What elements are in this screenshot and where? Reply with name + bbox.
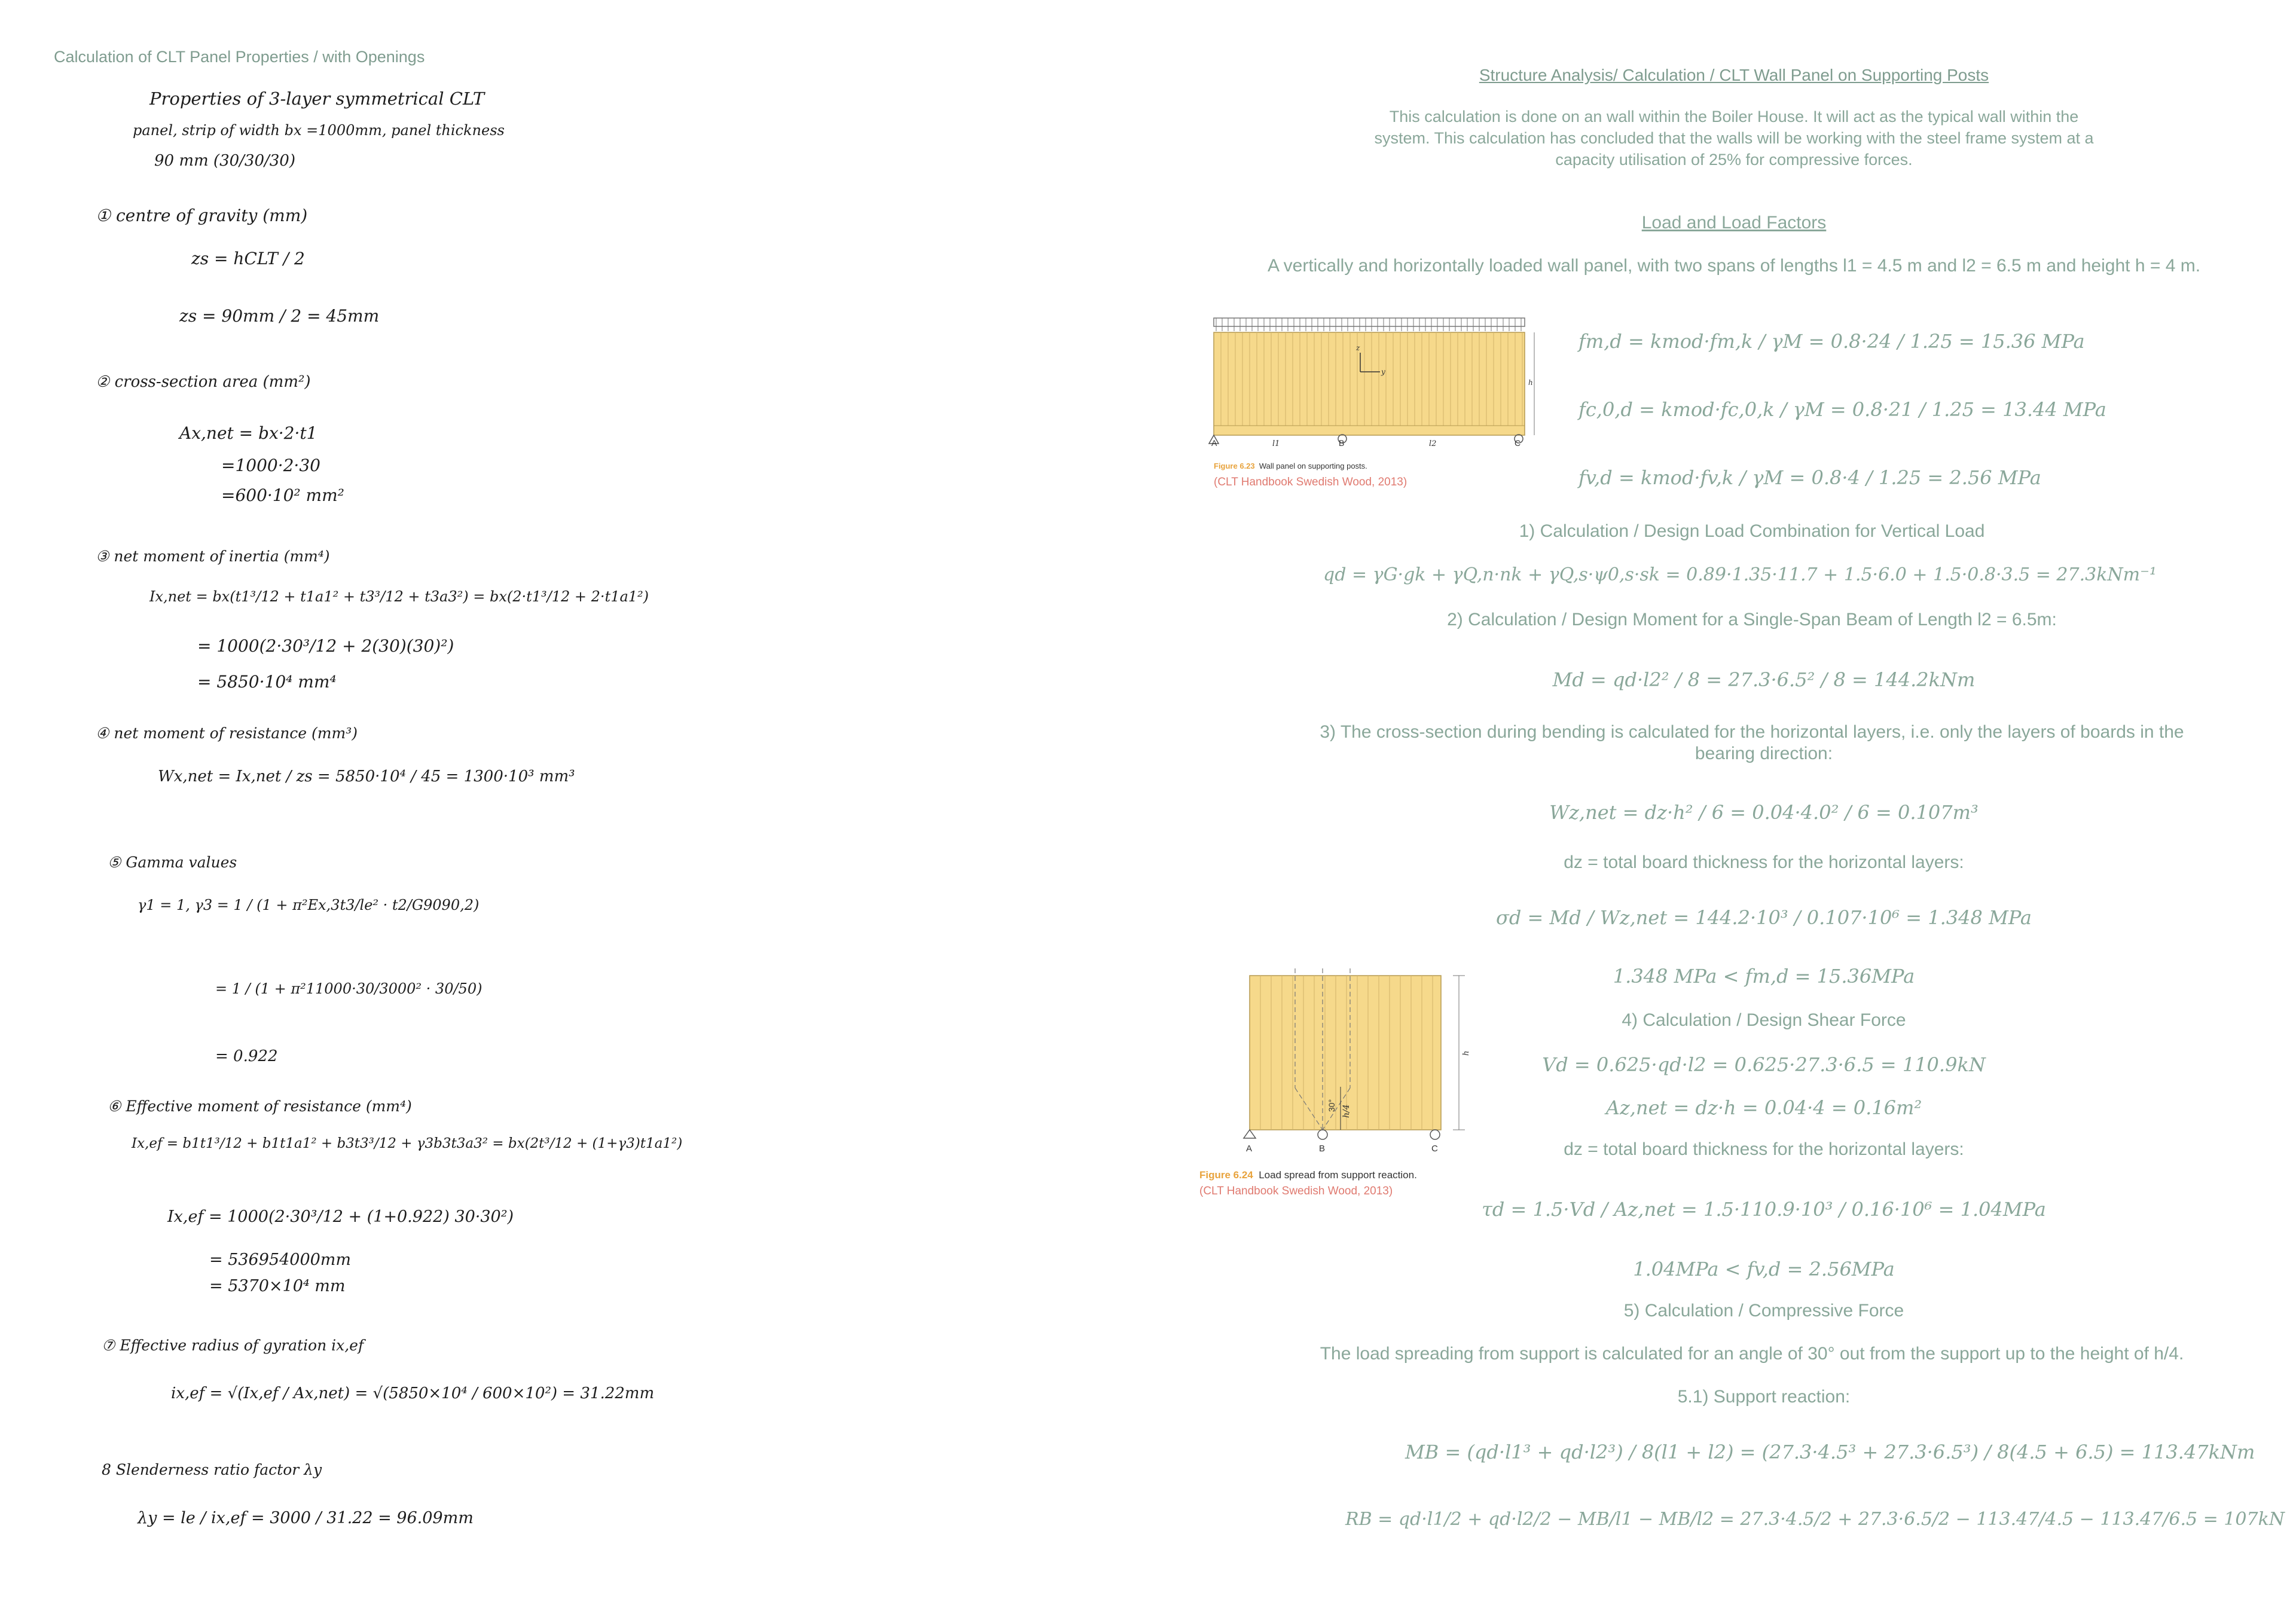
fig2-label-h4: h/4 bbox=[1342, 1104, 1351, 1118]
fig2-label-c: C bbox=[1431, 1144, 1438, 1154]
check-bending: 1.348 MPa < fm,d = 15.36MPa bbox=[1613, 965, 1915, 988]
s3-head: ③ net moment of inertia (mm⁴) bbox=[96, 548, 330, 565]
s7-head: ⑦ Effective radius of gyration ix,ef bbox=[102, 1337, 364, 1354]
eq-mb: MB = (qd·l1³ + qd·l2³) / 8(l1 + l2) = (27.3·4.5³ + 27.3·6.5³) / 8(4.5 + 6.5) = 113.47kNm bbox=[1405, 1441, 2255, 1463]
fig2-source: (CLT Handbook Swedish Wood, 2013) bbox=[1199, 1185, 1393, 1197]
intro-para-3: capacity utilisation of 25% for compressive forces. bbox=[1555, 151, 1913, 169]
fig1-label-z: z bbox=[1356, 344, 1360, 352]
heading-5-1: 5.1) Support reaction: bbox=[1677, 1387, 1851, 1407]
s5-head: ⑤ Gamma values bbox=[108, 854, 237, 871]
fig2-label-angle: 30° bbox=[1327, 1099, 1336, 1112]
eq-rb: RB = qd·l1/2 + qd·l2/2 − MB/l1 − MB/l2 = 27.3·4.5/2 + 27.3·6.5/2 − 113.47/4.5 − 113.47/6.5 = 107kN bbox=[1345, 1509, 2285, 1530]
figure-load-spread bbox=[1238, 968, 1489, 1160]
figure-wall-panel-on-posts bbox=[1202, 311, 1537, 448]
s2-eq1: Ax,net = bx·2·t1 bbox=[179, 423, 317, 443]
s7-eq1: ix,ef = √(Ix,ef / Ax,net) = √(5850×10⁴ / 600×10²) = 31.22mm bbox=[171, 1384, 655, 1402]
fig1-label-h: h bbox=[1528, 378, 1533, 387]
s6-eq2: Ix,ef = 1000(2·30³/12 + (1+0.922) 30·30²) bbox=[167, 1208, 514, 1226]
s1-eq2: zs = 90mm / 2 = 45mm bbox=[179, 306, 380, 326]
intro-para-2: system. This calculation has concluded that the walls will be working with the steel frame system at a bbox=[1374, 129, 2094, 147]
fig1-label-y: y bbox=[1381, 368, 1385, 376]
fig2-label-a: A bbox=[1246, 1144, 1253, 1154]
eq-qd: qd = γG·gk + γQ,n·nk + γQ,s·ψ0,s·sk = 0.89·1.35·11.7 + 1.5·6.0 + 1.5·0.8·3.5 = 27.3kNm⁻¹ bbox=[1323, 564, 2157, 585]
intro-line-1: Properties of 3-layer symmetrical CLT bbox=[149, 88, 485, 109]
fig1-label-c: C bbox=[1515, 438, 1521, 448]
s4-eq1: Wx,net = Ix,net / zs = 5850·10⁴ / 45 = 1300·10³ mm³ bbox=[158, 768, 575, 785]
loads-description: A vertically and horizontally loaded wall panel, with two spans of lengths l1 = 4.5 m and l2 = 6.5 m and height h = 4 m. bbox=[1267, 256, 2201, 276]
eq-fvd: fv,d = kmod·fv,k / γM = 0.8·4 / 1.25 = 2.56 MPa bbox=[1578, 466, 2041, 489]
eq-vd: Vd = 0.625·qd·l2 = 0.625·27.3·6.5 = 110.9kN bbox=[1542, 1053, 1986, 1076]
eq-fc0d: fc,0,d = kmod·fc,0,k / γM = 0.8·21 / 1.25 = 13.44 MPa bbox=[1578, 398, 2106, 421]
s1-head: ① centre of gravity (mm) bbox=[96, 206, 308, 225]
s5-eq1: γ1 = 1, γ3 = 1 / (1 + π²Ex,3t3/le² · t2/G9090,2) bbox=[138, 897, 480, 913]
fig1-label-a: A bbox=[1211, 438, 1217, 448]
s4-head: ④ net moment of resistance (mm³) bbox=[96, 725, 358, 742]
fig1-label-l1: l1 bbox=[1272, 439, 1280, 448]
fig2-caption: Figure 6.24 Load spread from support reaction. bbox=[1199, 1169, 1417, 1181]
s3-eq3: = 5850·10⁴ mm⁴ bbox=[197, 672, 337, 692]
heading-2: 2) Calculation / Design Moment for a Single-Span Beam of Length l2 = 6.5m: bbox=[1447, 610, 2057, 629]
heading-1: 1) Calculation / Design Load Combination for Vertical Load bbox=[1519, 521, 1985, 541]
heading-3b: bearing direction: bbox=[1694, 744, 1833, 763]
s6-head: ⑥ Effective moment of resistance (mm⁴) bbox=[108, 1098, 412, 1115]
s8-head: 8 Slenderness ratio factor λy bbox=[102, 1461, 322, 1478]
right-page-title: Structure Analysis/ Calculation / CLT Wall Panel on Supporting Posts bbox=[1479, 66, 1989, 84]
fig1-label-l2: l2 bbox=[1429, 439, 1437, 448]
dz-note-2: dz = total board thickness for the horizontal layers: bbox=[1564, 1139, 1964, 1159]
eq-fmd: fm,d = kmod·fm,k / γM = 0.8·24 / 1.25 = 15.36 MPa bbox=[1578, 330, 2085, 353]
fig2-label-h: h bbox=[1462, 1050, 1471, 1056]
eq-az: Az,net = dz·h = 0.04·4 = 0.16m² bbox=[1605, 1096, 1922, 1119]
s5-eq3: = 0.922 bbox=[215, 1047, 278, 1065]
heading-4: 4) Calculation / Design Shear Force bbox=[1622, 1010, 1906, 1030]
eq-sigma: σd = Md / Wz,net = 144.2·10³ / 0.107·10⁶ = 1.348 MPa bbox=[1496, 906, 2032, 929]
s2-head: ② cross-section area (mm²) bbox=[96, 373, 311, 391]
heading-5: 5) Calculation / Compressive Force bbox=[1623, 1301, 1904, 1321]
fig1-label-b: B bbox=[1339, 438, 1345, 448]
s6-eq1: Ix,ef = b1t1³/12 + b1t1a1² + b3t3³/12 + γ3b3t3a3² = bx(2t³/12 + (1+γ3)t1a1²) bbox=[132, 1136, 683, 1151]
dz-note-1: dz = total board thickness for the horizontal layers: bbox=[1564, 852, 1964, 872]
fig2-label-b: B bbox=[1319, 1144, 1326, 1154]
eq-tau: τd = 1.5·Vd / Az,net = 1.5·110.9·10³ / 0.16·10⁶ = 1.04MPa bbox=[1482, 1198, 2046, 1221]
s3-eq1: Ix,net = bx(t1³/12 + t1a1² + t3³/12 + t3a3²) = bx(2·t1³/12 + 2·t1a1²) bbox=[149, 588, 649, 605]
eq-wz: Wz,net = dz·h² / 6 = 0.04·4.0² / 6 = 0.107m³ bbox=[1549, 801, 1979, 824]
s1-eq1: zs = hCLT / 2 bbox=[191, 249, 305, 268]
intro-para-1: This calculation is done on an wall within the Boiler House. It will act as the typical wall within the bbox=[1389, 108, 2079, 126]
s8-eq1: λy = le / ix,ef = 3000 / 31.22 = 96.09mm bbox=[138, 1509, 474, 1527]
heading-5-description: The load spreading from support is calculated for an angle of 30° out from the support up to the height of h/4. bbox=[1320, 1344, 2184, 1364]
s5-eq2: = 1 / (1 + π²11000·30/3000² · 30/50) bbox=[215, 980, 483, 997]
left-page-title: Calculation of CLT Panel Properties / with Openings bbox=[54, 48, 425, 66]
eq-md: Md = qd·l2² / 8 = 27.3·6.5² / 8 = 144.2kNm bbox=[1552, 668, 1976, 691]
s2-eq3: =600·10² mm² bbox=[221, 485, 344, 505]
s3-eq2: = 1000(2·30³/12 + 2(30)(30)²) bbox=[197, 636, 454, 656]
s6-eq4: = 5370×10⁴ mm bbox=[209, 1277, 346, 1295]
loads-heading: Load and Load Factors bbox=[1641, 213, 1827, 233]
intro-line-2: panel, strip of width bx =1000mm, panel thickness bbox=[133, 122, 505, 139]
fig1-caption: Figure 6.23 Wall panel on supporting posts. bbox=[1214, 461, 1367, 470]
heading-3a: 3) The cross-section during bending is calculated for the horizontal layers, i.e. only the layers of boards in the bbox=[1320, 722, 2184, 742]
check-shear: 1.04MPa < fv,d = 2.56MPa bbox=[1633, 1258, 1895, 1280]
fig1-source: (CLT Handbook Swedish Wood, 2013) bbox=[1214, 476, 1407, 488]
intro-line-3: 90 mm (30/30/30) bbox=[154, 152, 295, 170]
s2-eq2: =1000·2·30 bbox=[221, 456, 320, 475]
s6-eq3: = 536954000mm bbox=[209, 1251, 352, 1269]
